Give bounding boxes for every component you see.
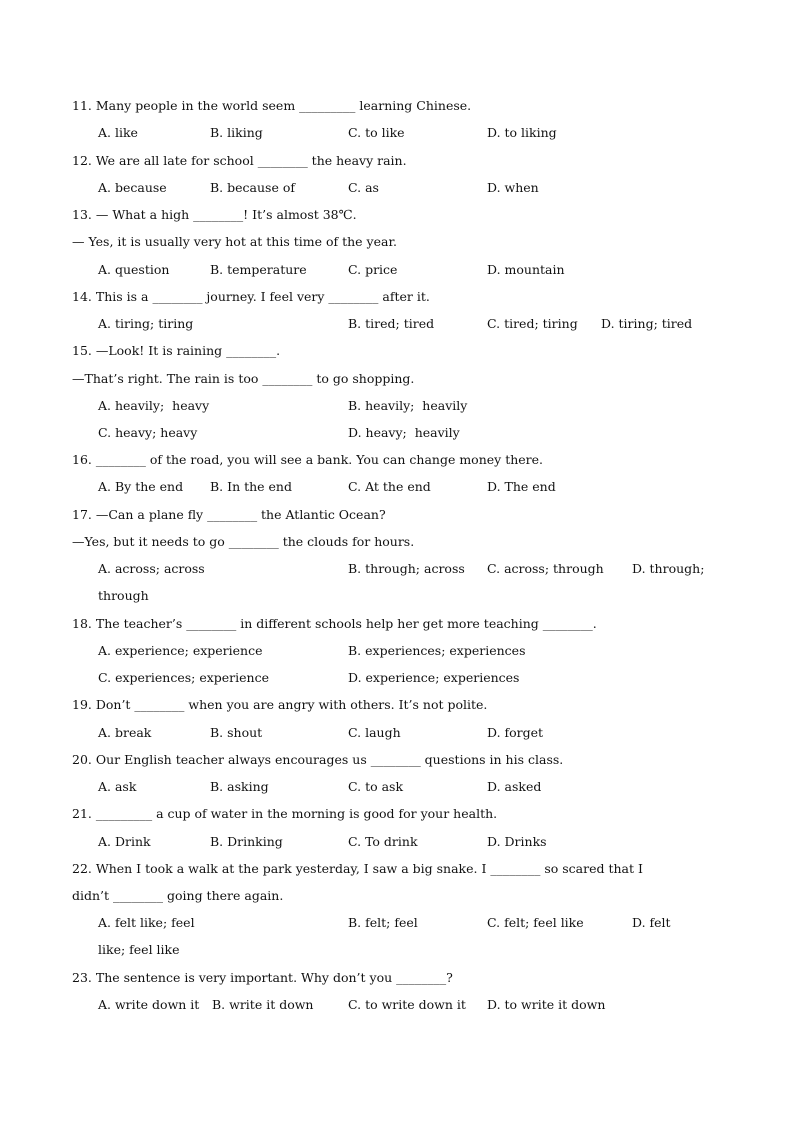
q22-option-d-wrap: like; feel like [98, 942, 180, 957]
q22-option-b: B. felt; feel [348, 915, 418, 930]
q18-option-c: C. experiences; experience [98, 670, 269, 685]
q22-option-c: C. felt; feel like [487, 915, 584, 930]
q13-option-b: B. temperature [210, 262, 307, 277]
question-22-stem: 22. When I took a walk at the park yesterday, I saw a big snake. I ________ so scared that I [72, 861, 643, 876]
q20-option-b: B. asking [210, 779, 269, 794]
question-13-stem-2: — Yes, it is usually very hot at this time of the year. [72, 234, 398, 249]
q21-option-b: B. Drinking [210, 834, 283, 849]
q14-option-a: A. tiring; tiring [98, 316, 194, 331]
q15-option-a: A. heavily; heavy [98, 398, 210, 413]
question-19-stem: 19. Don’t ________ when you are angry with others. It’s not polite. [72, 697, 488, 712]
q22-option-a: A. felt like; feel [98, 915, 195, 930]
question-15-stem-2: —That’s right. The rain is too ________ to go shopping. [72, 371, 415, 386]
question-22-stem-2: didn’t ________ going there again. [72, 888, 284, 903]
q16-option-a: A. By the end [98, 479, 184, 494]
q23-option-d: D. to write it down [487, 997, 606, 1012]
q14-option-d: D. tiring; tired [601, 316, 693, 331]
q11-option-a: A. like [98, 125, 138, 140]
q17-option-a: A. across; across [98, 561, 205, 576]
q18-option-a: A. experience; experience [98, 643, 263, 658]
q17-option-d: D. through; [632, 561, 705, 576]
q11-option-c: C. to like [348, 125, 405, 140]
question-21-stem: 21. _________ a cup of water in the morning is good for your health. [72, 806, 498, 821]
q13-option-a: A. question [98, 262, 170, 277]
q19-option-d: D. forget [487, 725, 544, 740]
q22-option-d: D. felt [632, 915, 671, 930]
q21-option-d: D. Drinks [487, 834, 547, 849]
q11-option-b: B. liking [210, 125, 263, 140]
q21-option-c: C. To drink [348, 834, 418, 849]
question-18-stem: 18. The teacher’s ________ in different schools help her get more teaching ________. [72, 616, 597, 631]
q15-option-b: B. heavily; heavily [348, 398, 468, 413]
question-16-stem: 16. ________ of the road, you will see a bank. You can change money there. [72, 452, 544, 467]
q11-option-d: D. to liking [487, 125, 557, 140]
question-15-stem: 15. —Look! It is raining ________. [72, 343, 281, 358]
q17-option-b: B. through; across [348, 561, 465, 576]
question-23-stem: 23. The sentence is very important. Why don’t you ________? [72, 970, 453, 985]
q18-option-b: B. experiences; experiences [348, 643, 526, 658]
q14-option-b: B. tired; tired [348, 316, 435, 331]
q16-option-c: C. At the end [348, 479, 431, 494]
q18-option-d: D. experience; experiences [348, 670, 520, 685]
q20-option-d: D. asked [487, 779, 542, 794]
q21-option-a: A. Drink [98, 834, 151, 849]
q15-option-d: D. heavy; heavily [348, 425, 460, 440]
q12-option-a: A. because [98, 180, 167, 195]
q17-option-c: C. across; through [487, 561, 604, 576]
q12-option-c: C. as [348, 180, 379, 195]
question-13-stem: 13. — What a high ________! It’s almost 38℃. [72, 207, 357, 222]
q17-option-d-wrap: through [98, 588, 149, 603]
q19-option-c: C. laugh [348, 725, 401, 740]
question-14-stem: 14. This is a ________ journey. I feel very ________ after it. [72, 289, 430, 304]
q16-option-b: B. In the end [210, 479, 292, 494]
q12-option-d: D. when [487, 180, 539, 195]
question-17-stem-2: —Yes, but it needs to go ________ the clouds for hours. [72, 534, 415, 549]
q23-option-c: C. to write down it [348, 997, 466, 1012]
question-17-stem: 17. —Can a plane fly ________ the Atlantic Ocean? [72, 507, 386, 522]
q20-option-a: A. ask [98, 779, 137, 794]
q20-option-c: C. to ask [348, 779, 404, 794]
question-11-stem: 11. Many people in the world seem _________ learning Chinese. [72, 98, 472, 113]
question-12-stem: 12. We are all late for school ________ the heavy rain. [72, 153, 407, 168]
q19-option-a: A. break [98, 725, 152, 740]
q14-option-c: C. tired; tiring [487, 316, 578, 331]
q13-option-d: D. mountain [487, 262, 565, 277]
question-20-stem: 20. Our English teacher always encourages us ________ questions in his class. [72, 752, 564, 767]
q23-option-a: A. write down it [98, 997, 200, 1012]
q13-option-c: C. price [348, 262, 398, 277]
q23-option-b: B. write it down [212, 997, 314, 1012]
q15-option-c: C. heavy; heavy [98, 425, 198, 440]
q19-option-b: B. shout [210, 725, 263, 740]
q16-option-d: D. The end [487, 479, 556, 494]
q12-option-b: B. because of [210, 180, 295, 195]
